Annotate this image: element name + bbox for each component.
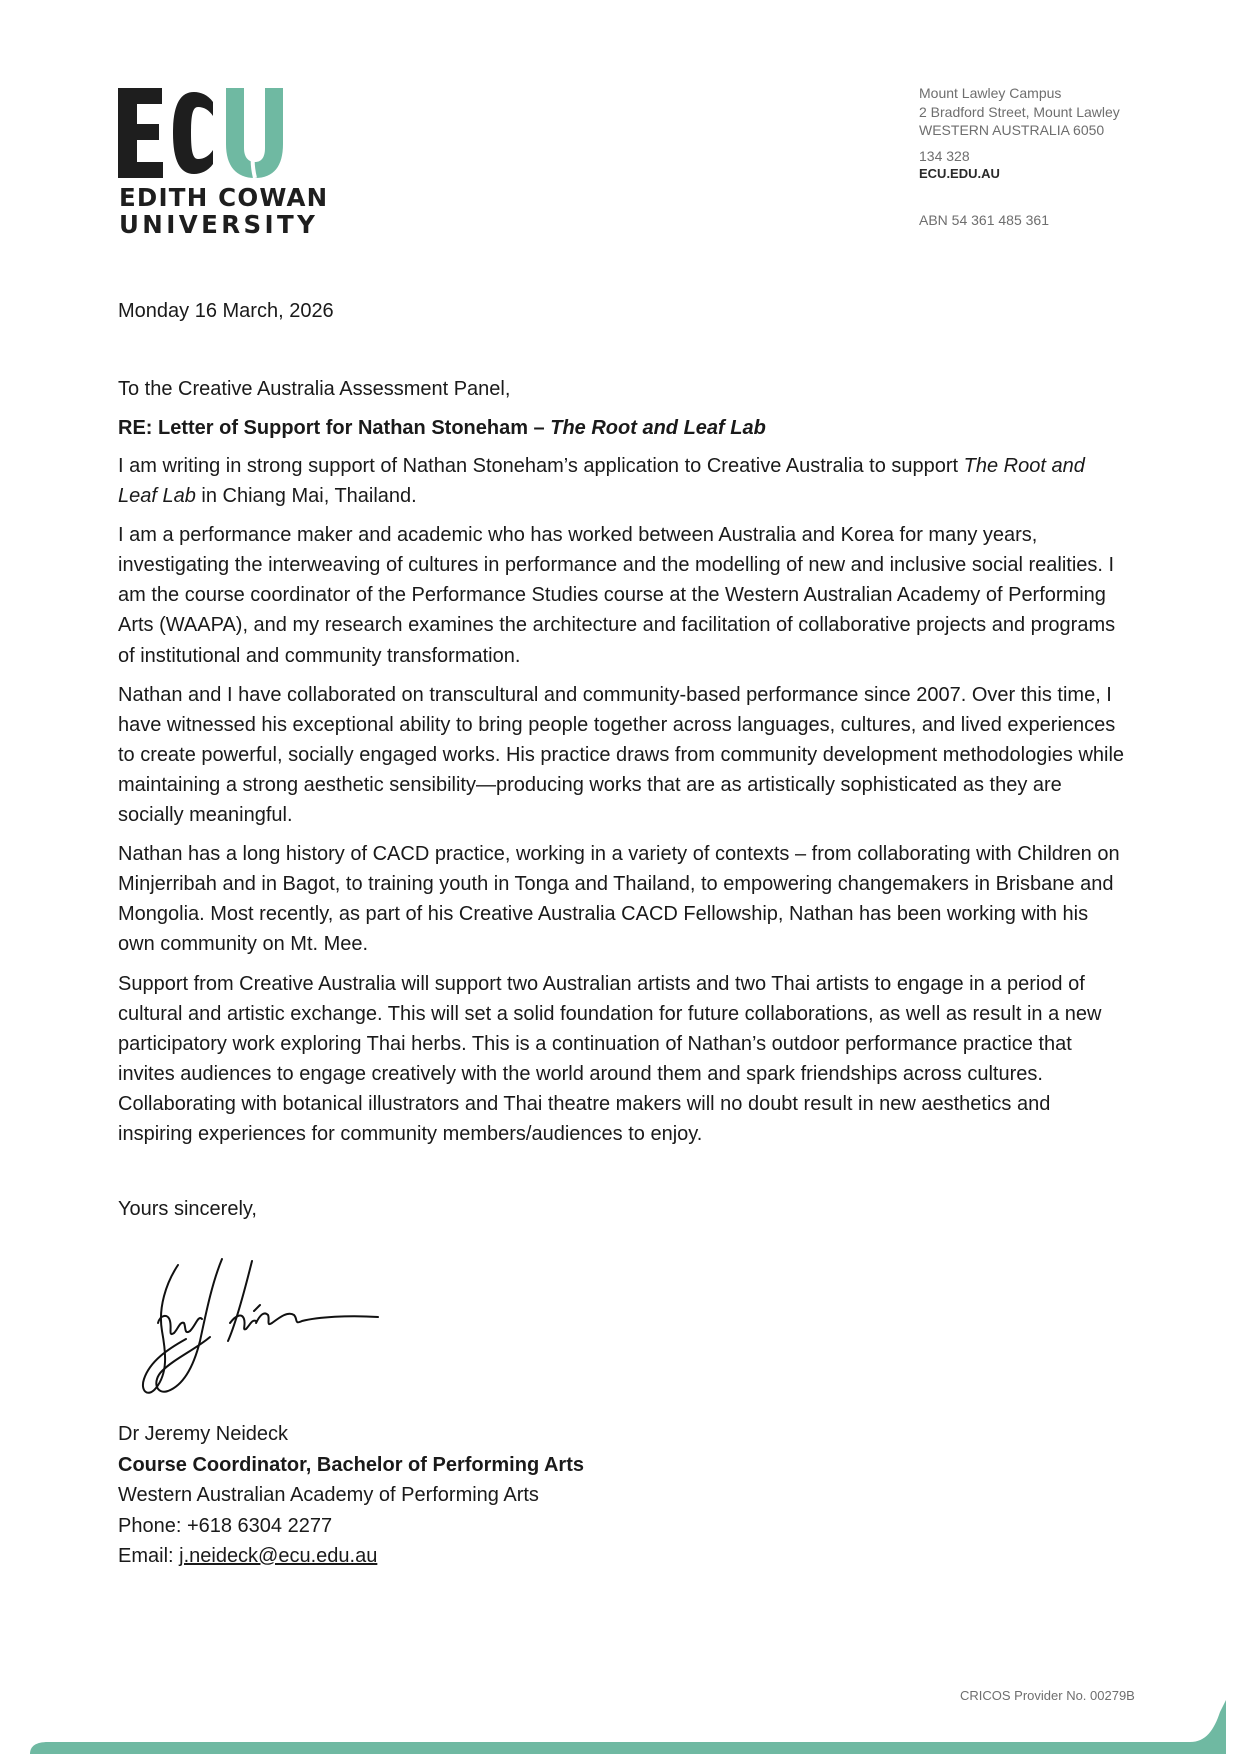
campus-website: ECU.EDU.AU <box>919 166 1000 181</box>
paragraph-cacd-history: Nathan has a long history of CACD practice, working in a variety of contexts – from collaborating with Children on Minjerribah and in Bagot, to training youth in Tonga and Thailand, to empowering changemakers in Brisbane and Mongolia. Most recently, as part of his Creative Australia CACD Fellowship, Nathan has been working with his own community on Mt. Mee. <box>118 843 1120 956</box>
signatory-email-link[interactable]: j.neideck@ecu.edu.au <box>179 1545 378 1567</box>
signatory-organisation: Western Australian Academy of Performing Arts <box>118 1484 539 1506</box>
signatory-email-label: Email: <box>118 1545 180 1567</box>
university-name-line2: UNIVERSITY <box>119 210 319 239</box>
letter-date: Monday 16 March, 2026 <box>118 300 334 322</box>
letter-closing: Yours sincerely, <box>118 1198 257 1220</box>
letter-paragraphs <box>118 451 1128 1158</box>
paragraph-intro-title: The Root and Leaf Lab <box>118 455 1085 508</box>
ecu-logo-mark <box>118 88 303 178</box>
paragraph-intro <box>118 451 1128 511</box>
signatory-details <box>118 1419 584 1572</box>
signatory-phone: Phone: +618 6304 2277 <box>118 1514 333 1537</box>
paragraph-support-outcomes: Support from Creative Australia will support two Australian artists and two Thai artists to engage in a period of cultural and artistic exchange. This will set a solid foundation for future collaborations, as well as result in a new participatory work exploring Thai herbs. This is a continuation of Nathan’s outdoor performance practice that invites audiences to engage creatively with the world around them and spark friendships across cultures. Collaborating with botanical illustrators and Thai theatre makers will no doubt result in new aesthetics and inspiring experiences for community members/audiences to enjoy. <box>118 972 1102 1145</box>
paragraph-intro-after: in Chiang Mai, Thailand. <box>195 485 417 508</box>
paragraph-author-background: I am a performance maker and academic who has worked between Australia and Korea for many years, investigating the interweaving of cultures in performance and the modelling of new and inclusive social realities. I am the course coordinator of the Performance Studies course at the Western Australian Academy of Performing Arts (WAAPA), and my research examines the architecture and facilitation of collaborative projects and programs of institutional and community transformation. <box>118 524 1116 667</box>
university-name-line1: EDITH COWAN <box>119 183 329 212</box>
campus-abn: ABN 54 361 485 361 <box>919 211 1049 228</box>
letter-subject <box>118 413 766 443</box>
signatory-name: Dr Jeremy Neideck <box>118 1423 289 1445</box>
ecu-logo <box>118 88 329 239</box>
letter-subject-title: The Root and Leaf Lab <box>550 417 766 439</box>
paragraph-collaboration: Nathan and I have collaborated on transcultural and community-based performance since 2007. Over this time, I have witnessed his exceptional ability to bring people together across languages, cultures, and lived experiences to create powerful, socially engaged works. His practice draws from community development methodologies while maintaining a strong aesthetic sensibility—producing works that are as artistically sophisticated as they are socially meaningful. <box>118 683 1125 827</box>
footer-teal-band <box>0 1700 1241 1754</box>
university-name <box>119 184 328 238</box>
campus-phone: 134 328 <box>919 147 970 164</box>
campus-address <box>919 84 1179 229</box>
letter-subject-prefix: RE: Letter of Support for Nathan Stoneham – <box>118 417 551 439</box>
campus-state: WESTERN AUSTRALIA 6050 <box>919 122 1105 138</box>
letter-salutation: To the Creative Australia Assessment Panel, <box>118 378 511 400</box>
campus-name: Mount Lawley Campus <box>919 85 1062 101</box>
cricos-provider-number: CRICOS Provider No. 00279B <box>960 1688 1135 1703</box>
signatory-title: Course Coordinator, Bachelor of Performing Arts <box>118 1453 584 1476</box>
handwritten-signature <box>138 1253 398 1398</box>
campus-street: 2 Bradford Street, Mount Lawley <box>919 103 1120 120</box>
signatory-email-row <box>118 1541 584 1572</box>
paragraph-intro-before: I am writing in strong support of Nathan Stoneham’s application to Creative Australia to support <box>118 455 964 477</box>
